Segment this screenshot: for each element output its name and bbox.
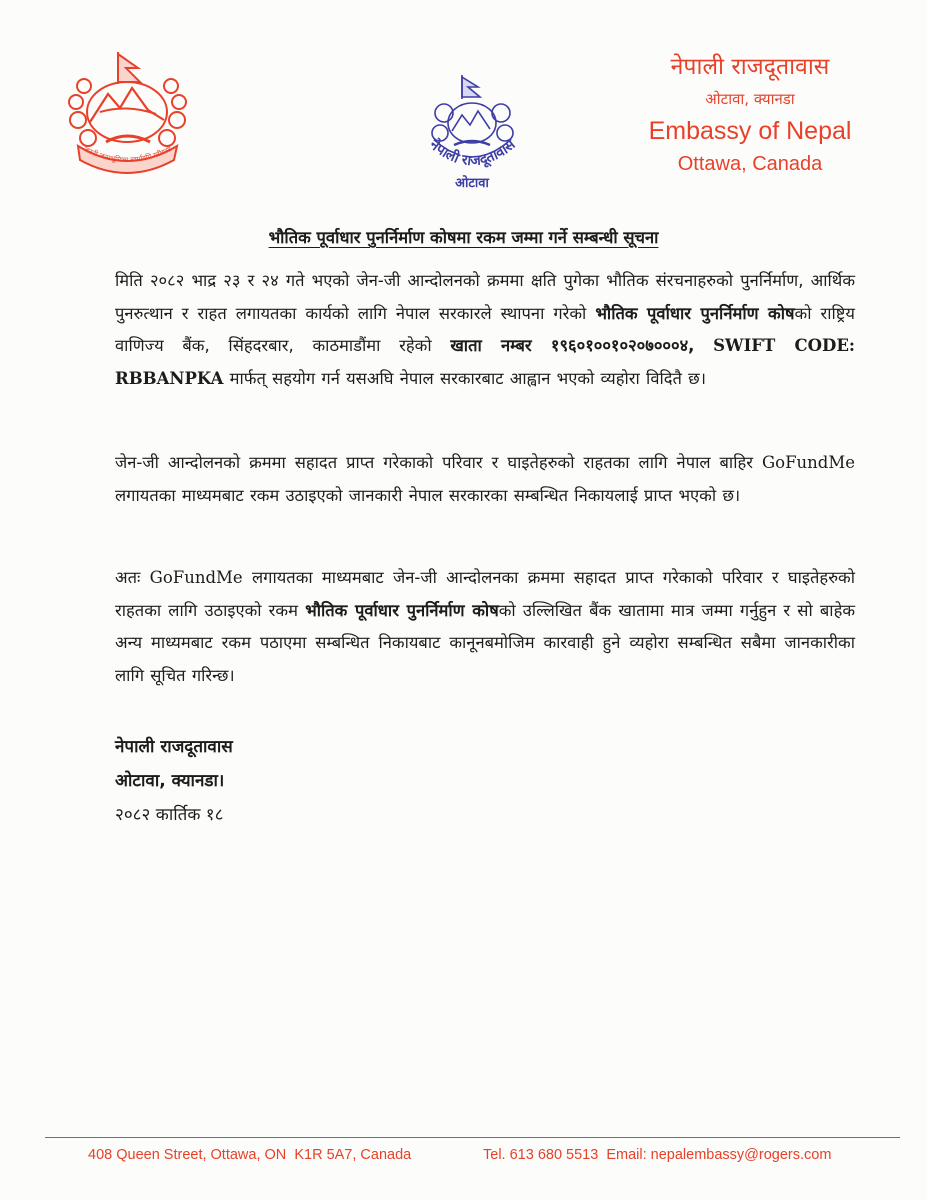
- p3-text-2: लगायतका माध्यमबाट जेन-जी आन्दोलनका क्रममा सहादत प्राप्त गरेकाको परिवार र घाइतेहरुको राहतका लागि उठाइएको रकम: [115, 568, 856, 620]
- seal-city: ओटावा: [455, 176, 489, 191]
- org-name-nepali: नेपाली राजदूतावास: [670, 54, 830, 80]
- signature-date: २०८२ कार्तिक १८: [115, 805, 224, 825]
- paragraph-3: [115, 562, 855, 692]
- embassy-seal-stamp: [410, 75, 535, 193]
- paragraph-2: [115, 447, 855, 512]
- emblem-motto: जननी जन्मभूमिश्च स्वर्गादपि गरीयसी: [82, 145, 173, 165]
- p1-text-3: मार्फत् सहयोग गर्न यसअघि नेपाल सरकारबाट आह्वान भएको व्यहोरा विदितै छ।: [223, 368, 707, 388]
- p1-text-2: को राष्ट्रिय वाणिज्य बैंक, सिंहदरबार, काठमाडौंमा रहेको: [115, 303, 855, 355]
- paragraph-1: [115, 265, 855, 395]
- p2-text-1: जेन-जी आन्दोलनको क्रममा सहादत प्राप्त गरेकाको परिवार र घाइतेहरुको राहतका लागि नेपाल बाहिर: [115, 453, 762, 472]
- p1-account-number: खाता नम्बर १९६०१००१०२०७०००४,: [450, 336, 695, 355]
- seal-text: नेपाली राजदूतावास: [426, 136, 519, 170]
- p1-fund-name: भौतिक पूर्वाधार पुनर्निर्माण कोष: [595, 303, 795, 323]
- footer-contact: Tel. 613 680 5513 Email: nepalembassy@rogers.com: [483, 1147, 832, 1163]
- city-nepali: ओटावा, क्यानडा: [705, 90, 795, 108]
- notice-subject: भौतिक पूर्वाधार पुनर्निर्माण कोषमा रकम जम्मा गर्ने सम्बन्धी सूचना: [268, 228, 659, 247]
- p3-text-3: को उल्लिखित बैंक खातामा मात्र जम्मा गर्नुहुन र सो बाहेक अन्य माध्यमबाट रकम पठाएमा सम्बन्धित निकायबाट कानूनबमोजिम कारवाही हुने व्यहोरा सम्बन्धित सबैमा जानकारीका लागि सूचित गरिन्छ।: [115, 600, 855, 685]
- p2-text-2: लगायतका माध्यमबाट रकम उठाइएको जानकारी नेपाल सरकारका सम्बन्धित निकायलाई प्राप्त भएको छ।: [115, 485, 741, 505]
- signature-city: ओटावा, क्यानडा।: [115, 771, 225, 791]
- city-english: Ottawa, Canada: [677, 153, 823, 175]
- footer-divider: [45, 1137, 900, 1138]
- p3-text-1: अतः: [115, 568, 150, 587]
- p1-text-1: मिति २०८२ भाद्र २३ र २४ गते भएको जेन-जी आन्दोलनको क्रममा क्षति पुगेका भौतिक संरचनाहरुको पुनर्निर्माण, आर्थिक पुनरुत्थान र राहत लगायतका कार्यको लागि नेपाल सरकारले स्थापना गरेको: [115, 271, 855, 323]
- p3-gofundme: GoFundMe: [149, 568, 243, 587]
- p2-gofundme: GoFundMe: [761, 453, 855, 472]
- signature-org: नेपाली राजदूतावास: [115, 737, 233, 757]
- p3-fund-name: भौतिक पूर्वाधार पुनर्निर्माण कोष: [305, 600, 499, 620]
- footer-address: 408 Queen Street, Ottawa, ON K1R 5A7, Canada: [88, 1147, 412, 1163]
- nepal-coat-of-arms-emblem: [60, 50, 195, 175]
- org-name-english: Embassy of Nepal: [648, 117, 852, 145]
- p1-swift-code: SWIFT CODE: RBBANPKA: [115, 336, 855, 388]
- signature-block: [115, 730, 233, 832]
- letterhead-title: [600, 52, 900, 176]
